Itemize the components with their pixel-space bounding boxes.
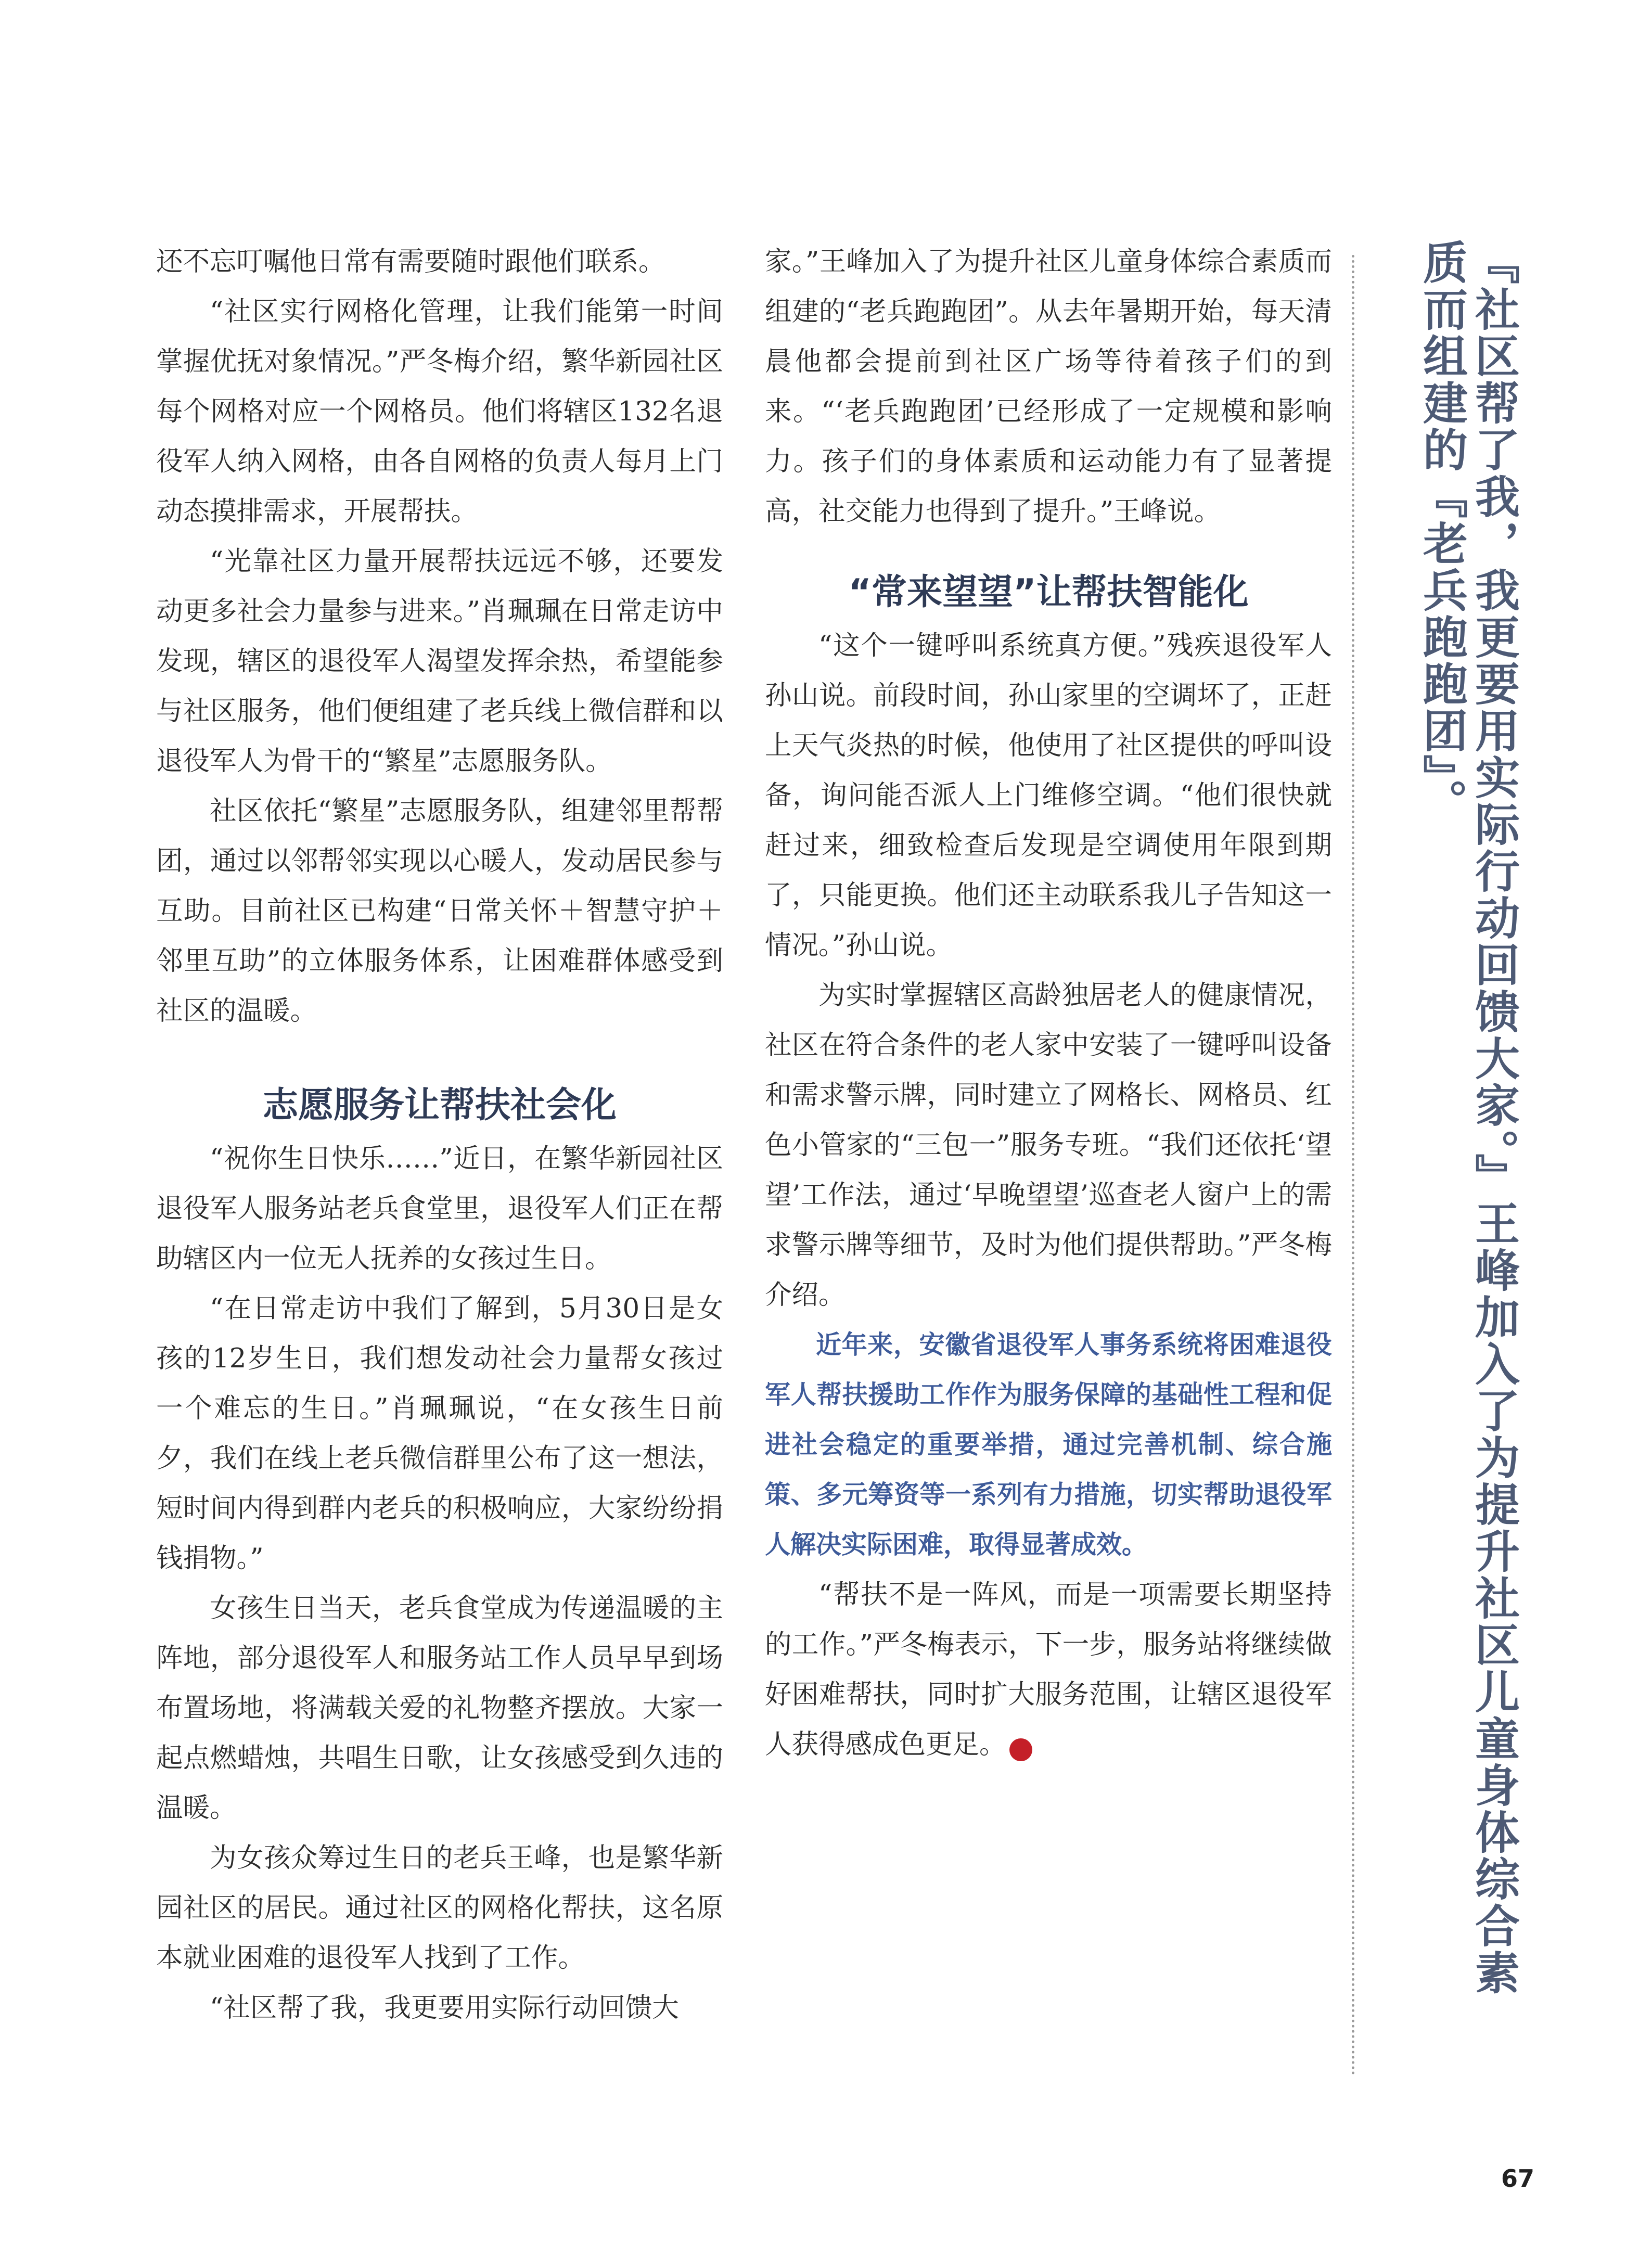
paragraph: “祝你生日快乐……”近日，在繁华新园社区退役军人服务站老兵食堂里，退役军人们正在帮助辖区内一位无人抚养的女孩过生日。 <box>156 1143 723 1274</box>
paragraph: “光靠社区力量开展帮扶远远不够，还要发动更多社会力量参与进来。”肖珮珮在日常走访中发现，辖区的退役军人渴望发挥余热，希望能参与社区服务，他们便组建了老兵线上微信群和以退役军人为骨干的“繁星”志愿服务队。 <box>156 546 723 777</box>
paragraph: 社区依托“繁星”志愿服务队，组建邻里帮帮团，通过以邻帮邻实现以心暖人，发动居民参与互助。目前社区已构建“日常关怀＋智慧守护＋邻里互助”的立体服务体系，让困难群体感受到社区的温暖。 <box>156 796 723 1027</box>
section-heading: “常来望望”让帮扶智能化 <box>848 572 1249 613</box>
pull-quote: 『社区帮了我，我更要用实际行动回馈大家。』王峰加入了为提升社区儿童身体综合素质而组建的『老兵跑跑团』。 <box>1415 239 1520 1996</box>
page-number: 67 <box>1501 2164 1535 2193</box>
left-column <box>156 237 723 2033</box>
paragraph: 还不忘叮嘱他日常有需要随时跟他们联系。 <box>156 246 665 277</box>
paragraph: 为女孩众筹过生日的老兵王峰，也是繁华新园社区的居民。通过社区的网格化帮扶，这名原本就业困难的退役军人找到了工作。 <box>156 1842 723 1974</box>
paragraph: “在日常走访中我们了解到，5月30日是女孩的12岁生日，我们想发动社会力量帮女孩过一个难忘的生日。”肖珮珮说，“在女孩生日前夕，我们在线上老兵微信群里公布了这一想法，短时间内得到群内老兵的积极响应，大家纷纷捐钱捐物。” <box>156 1293 723 1574</box>
paragraph: “社区实行网格化管理，让我们能第一时间掌握优抚对象情况。”严冬梅介绍，繁华新园社区每个网格对应一个网格员。他们将辖区132名退役军人纳入网格，由各自网格的负责人每月上门动态摸排需求，开展帮扶。 <box>156 296 723 527</box>
right-column <box>765 237 1332 1770</box>
section-heading: 志愿服务让帮扶社会化 <box>262 1085 617 1126</box>
paragraph-text: “帮扶不是一阵风，而是一项需要长期坚持的工作。”严冬梅表示，下一步，服务站将继续做好困难帮扶，同时扩大服务范围，让辖区退役军人获得感成色更足。 <box>765 1579 1332 1760</box>
paragraph: 家。”王峰加入了为提升社区儿童身体综合素质而组建的“老兵跑跑团”。从去年暑期开始，每天清晨他都会提前到社区广场等待着孩子们的到来。“‘老兵跑跑团’已经形成了一定规模和影响力。孩子们的身体素质和运动能力有了显著提高，社交能力也得到了提升。”王峰说。 <box>765 246 1332 527</box>
highlight-paragraph: 近年来，安徽省退役军人事务系统将困难退役军人帮扶援助工作作为服务保障的基础性工程和促进社会稳定的重要举措，通过完善机制、综合施策、多元筹资等一系列有力措施，切实帮助退役军人解决实际困难，取得显著成效。 <box>765 1330 1332 1559</box>
paragraph: “社区帮了我，我更要用实际行动回馈大 <box>210 1992 679 2023</box>
end-mark-icon: N <box>1009 1738 1032 1761</box>
paragraph: 女孩生日当天，老兵食堂成为传递温暖的主阵地，部分退役军人和服务站工作人员早早到场布置场地，将满载关爱的礼物整齐摆放。大家一起点燃蜡烛，共唱生日歌，让女孩感受到久违的温暖。 <box>156 1593 723 1824</box>
column-divider <box>1352 255 1354 2076</box>
paragraph <box>765 1570 1332 1770</box>
paragraph: 为实时掌握辖区高龄独居老人的健康情况，社区在符合条件的老人家中安装了一键呼叫设备和需求警示牌，同时建立了网格长、网格员、红色小管家的“三包一”服务专班。“我们还依托‘望望’工作法，通过‘早晚望望’巡查老人窗户上的需求警示牌等细节，及时为他们提供帮助。”严冬梅介绍。 <box>765 980 1332 1311</box>
paragraph: “这个一键呼叫系统真方便。”残疾退役军人孙山说。前段时间，孙山家里的空调坏了，正赶上天气炎热的时候，他使用了社区提供的呼叫设备，询问能否派人上门维修空调。“他们很快就赶过来，细致检查后发现是空调使用年限到期了，只能更换。他们还主动联系我儿子告知这一情况。”孙山说。 <box>765 630 1332 961</box>
